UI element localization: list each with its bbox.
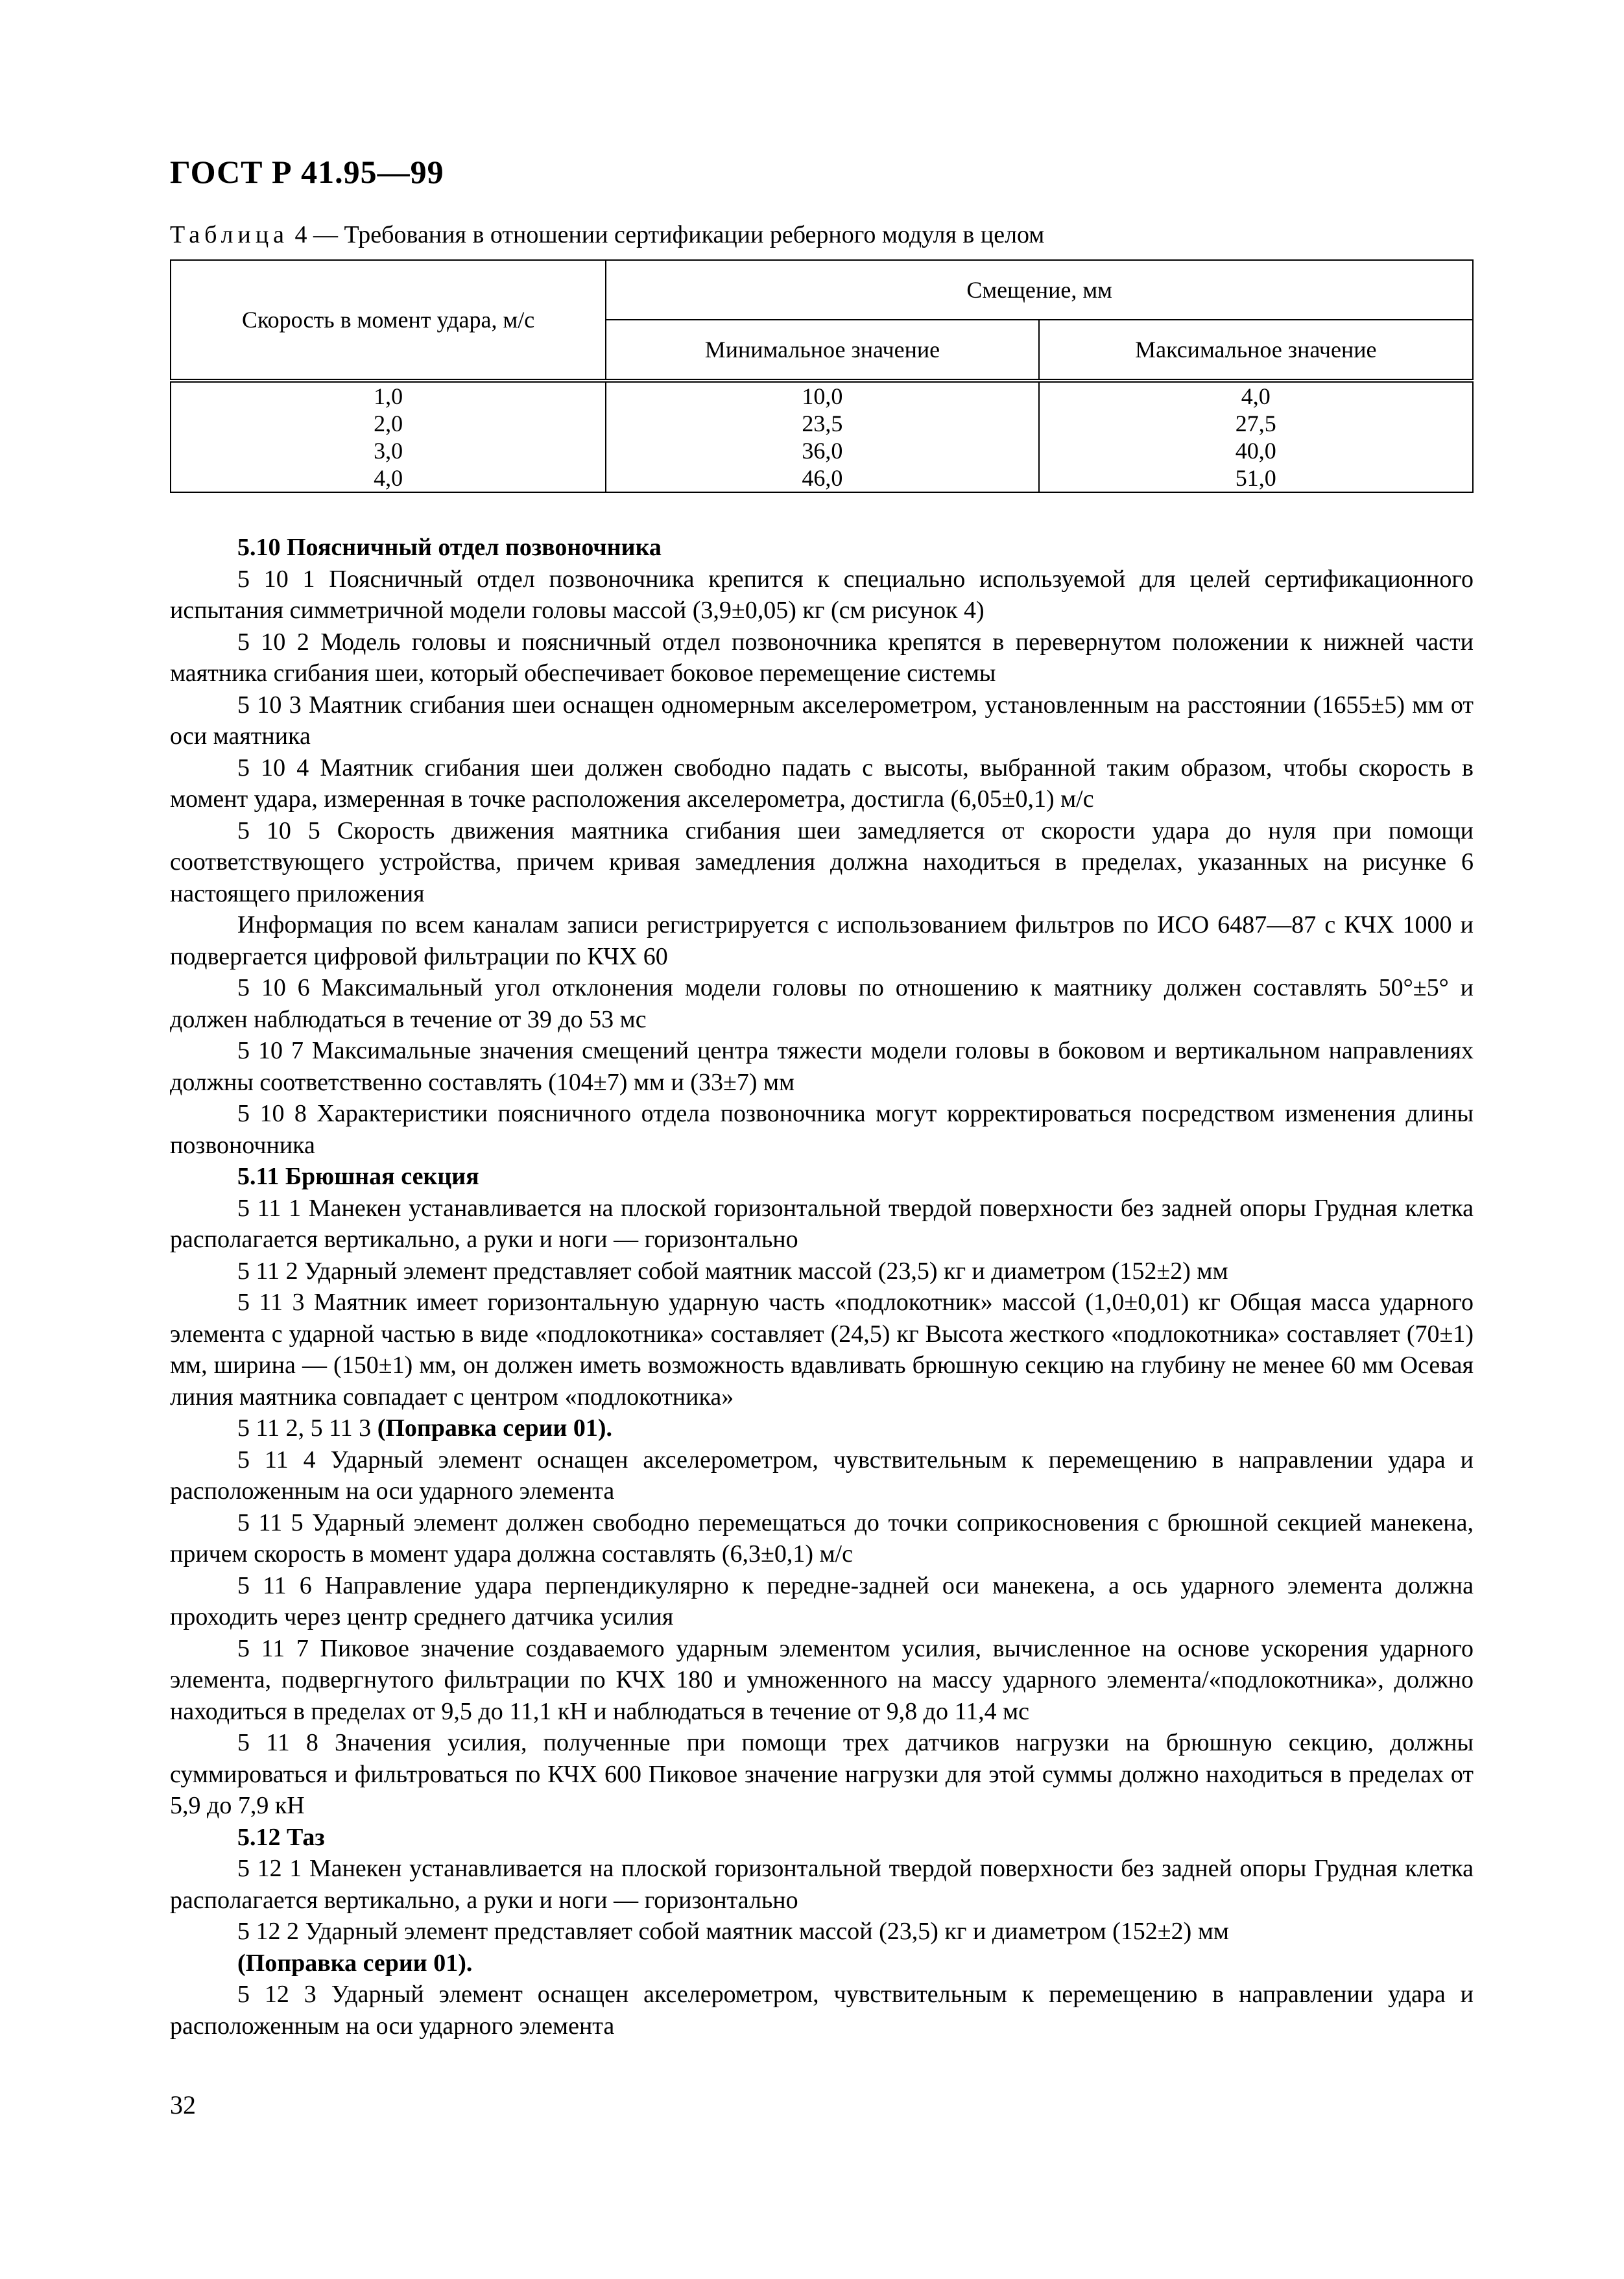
paragraph: 5 10 7 Максимальные значения смещений центра тяжести модели головы в боковом и вертикальном направлениях должны соответственно составлять (104±7) мм и (33±7) мм — [170, 1037, 1474, 1096]
paragraph: 5 11 1 Манекен устанавливается на плоской горизонтальной твердой поверхности без задней опоры Грудная клетка располагается вертикально, а руки и ноги — горизонтально — [170, 1194, 1474, 1253]
paragraph: Информация по всем каналам записи регистрируется с использованием фильтров по ИСО 6487—87 с КЧХ 1000 и подвергается цифровой фильтрации по КЧХ 60 — [170, 911, 1474, 970]
paragraph: 5 11 4 Ударный элемент оснащен акселерометром, чувствительным к перемещению в направлении удара и расположенным на оси ударного элемента — [170, 1446, 1474, 1505]
paragraph: 5 10 1 Поясничный отдел позвоночника крепится к специально используемой для целей сертификационного испытания симметричной модели головы массой (3,9±0,05) кг (см рисунок 4) — [170, 565, 1474, 624]
table-caption — [170, 221, 1044, 249]
table-cell-max: 4,0 27,5 40,0 51,0 — [1039, 381, 1473, 492]
paragraph: 5 11 7 Пиковое значение создаваемого ударным элементом усилия, вычисленное на основе ускорения ударного элемента, подвергнутого фильтрации по КЧХ 180 и умноженного на массу ударного элемента/«подлокотника», должно находиться в пределах от 9,5 до 11,1 кН и наблюдаться в течение от 9,8 до 11,4 мс — [170, 1634, 1474, 1725]
page-number: 32 — [170, 2090, 196, 2119]
section-heading: 5.11 Брюшная секция — [237, 1163, 479, 1190]
table-cell-speed: 1,0 2,0 3,0 4,0 — [171, 381, 606, 492]
paragraph: 5 10 8 Характеристики поясничного отдела позвоночника могут корректироваться посредством изменения длины позвоночника — [170, 1100, 1474, 1159]
amendment-note: (Поправка серии 01). — [377, 1414, 613, 1442]
table-cell-min: 10,0 23,5 36,0 46,0 — [606, 381, 1038, 492]
paragraph: 5 11 8 Значения усилия, полученные при помощи трех датчиков нагрузки на брюшную секцию, должны суммироваться и фильтроваться по КЧХ 600 Пиковое значение нагрузки для этой суммы должно находиться в пределах от 5,9 до 7,9 кН — [170, 1729, 1474, 1819]
paragraph: 5 11 5 Ударный элемент должен свободно перемещаться до точки соприкосновения с брюшной секцией манекена, причем скорость в момент удара должна составлять (6,3±0,1) м/с — [170, 1509, 1474, 1568]
paragraph: 5 12 2 Ударный элемент представляет собой маятник массой (23,5) кг и диаметром (152±2) мм — [237, 1918, 1229, 1945]
paragraph: 5 10 6 Максимальный угол отклонения модели головы по отношению к маятнику должен составлять 50°±5° и должен наблюдаться в течение от 39 до 53 мс — [170, 974, 1474, 1033]
table-4 — [170, 259, 1474, 493]
paragraph: 5 11 3 Маятник имеет горизонтальную ударную часть «подлокотник» массой (1,0±0,01) кг Общая масса ударного элемента с ударной частью в виде «подлокотника» составляет (24,5) кг Высота жесткого «подлокотника» составляет (70±1) мм, ширина — (150±1) мм, он должен иметь возможность вдавливать брюшную секцию на глубину не менее 60 мм Осевая линия маятника совпадает с центром «подлокотника» — [170, 1289, 1474, 1411]
table-header-speed: Скорость в момент удара, м/с — [171, 260, 606, 381]
body-text — [170, 532, 1474, 2042]
paragraph: 5 10 4 Маятник сгибания шеи должен свободно падать с высоты, выбранной таким образом, чтобы скорость в момент удара, измеренная в точке расположения акселерометра, достигла (6,05±0,1) м/с — [170, 754, 1474, 813]
table-header-displacement: Смещение, мм — [606, 260, 1473, 320]
paragraph: 5 11 6 Направление удара перпендикулярно к передне-задней оси манекена, а ось ударного элемента должна проходить через центр среднего датчика усилия — [170, 1571, 1474, 1630]
table-caption-text: 4 — Требования в отношении сертификации реберного модуля в целом — [289, 221, 1045, 248]
paragraph: 5 10 2 Модель головы и поясничный отдел позвоночника крепятся в перевернутом положении к нижней части маятника сгибания шеи, который обеспечивает боковое перемещение системы — [170, 628, 1474, 687]
section-heading: 5.10 Поясничный отдел позвоночника — [237, 534, 662, 561]
paragraph: 5 12 3 Ударный элемент оснащен акселерометром, чувствительным к перемещению в направлении удара и расположенным на оси ударного элемента — [170, 1981, 1474, 2040]
paragraph: 5 10 5 Скорость движения маятника сгибания шеи замедляется от скорости удара до нуля при помощи соответствующего устройства, причем кривая замедления должна находиться в пределах, указанных на рисунке 6 настоящего приложения — [170, 817, 1474, 907]
table-header-max: Максимальное значение — [1039, 320, 1473, 381]
paragraph: 5 10 3 Маятник сгибания шеи оснащен одномерным акселерометром, установленным на расстоянии (1655±5) мм от оси маятника — [170, 691, 1474, 750]
document-header: ГОСТ Р 41.95—99 — [170, 154, 444, 190]
section-heading: (Поправка серии 01). — [237, 1949, 473, 1977]
paragraph: 5 12 1 Манекен устанавливается на плоской горизонтальной твердой поверхности без задней опоры Грудная клетка располагается вертикально, а руки и ноги — горизонтально — [170, 1855, 1474, 1914]
table-header-min: Минимальное значение — [606, 320, 1038, 381]
paragraph: 5 11 2, 5 11 3 (Поправка серии 01). — [237, 1414, 613, 1442]
paragraph: 5 11 2 Ударный элемент представляет собой маятник массой (23,5) кг и диаметром (152±2) мм — [237, 1257, 1228, 1285]
table-caption-prefix: Таблица — [170, 221, 289, 248]
section-heading: 5.12 Таз — [237, 1823, 325, 1851]
